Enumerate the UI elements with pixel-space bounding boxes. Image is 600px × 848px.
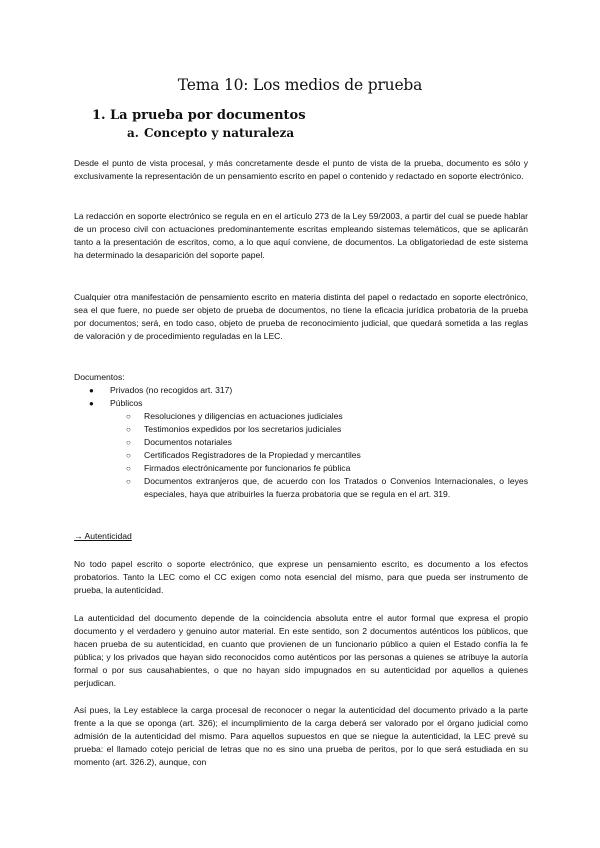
- hollow-bullet-icon: ○: [126, 425, 131, 434]
- filled-bullet-icon: ●: [89, 386, 94, 395]
- list-item-publicos: [74, 397, 528, 410]
- list-item: [110, 410, 528, 423]
- paragraph-other-manifestations: Cualquier otra manifestación de pensamiento escrito en materia distinta del papel o redactado en soporte electrónico, sea el que fuere, no puede ser objeto de prueba de documentos, no tiene la eficacia jurídica probatoria de la prueba por documentos; será, en todo caso, objeto de prueba de reconocimiento judicial, que quedará sometida a las reglas de valoración y de procedimiento reguladas en la LEC.: [74, 292, 528, 341]
- documents-list: [74, 384, 528, 410]
- hollow-bullet-icon: ○: [126, 438, 131, 447]
- publicos-items: [74, 410, 528, 501]
- list-item-label: Privados (no recogidos art. 317): [110, 385, 233, 395]
- list-item-text: Firmados electrónicamente por funcionarios fe pública: [144, 463, 351, 473]
- list-item-text: Certificados Registradores de la Propiedad y mercantiles: [144, 450, 361, 460]
- filled-bullet-icon: ●: [89, 399, 94, 408]
- list-item: [110, 436, 528, 449]
- sublist-wrapper: [74, 410, 528, 501]
- list-item: [110, 475, 528, 501]
- documents-label: Documentos:: [74, 372, 125, 382]
- hollow-bullet-icon: ○: [126, 451, 131, 460]
- paragraph-authenticity-requirement: No todo papel escrito o soporte electrónico, que exprese un pensamiento escrito, es documento a los efectos probatorios. Tanto la LEC como el CC exigen como nota esencial del mismo, para que pueda ser instrumento de prueba, la autenticidad.: [74, 559, 528, 595]
- subsection-number: a.: [127, 126, 139, 140]
- section-heading: [92, 108, 306, 123]
- list-item-label: Públicos: [110, 398, 143, 408]
- paragraph-electronic-support: La redacción en soporte electrónico se regula en en el artículo 273 de la Ley 59/2003, a partir del cual se puede hablar de un proceso civil con actuaciones predominantemente escritas empleando sistemas telemáticos, que se aplicarán tanto a la presentación de escritos, como, a lo que aquí conviene, de documentos. La obligatoriedad de este sistema ha determinado la desaparición del soporte papel.: [74, 211, 528, 260]
- paragraph-burden-of-proof: Así pues, la Ley establece la carga procesal de reconocer o negar la autenticidad del documento privado a la parte frente a la que se oponga (art. 326); el incumplimiento de la carga deberá ser valorado por el órgano judicial como admisión de la autenticidad del mismo. Para aquellos supuestos en que se niegue la autenticidad, la LEC prevé su prueba: el llamado cotejo pericial de letras que no es sino una prueba de peritos, por lo que será estudiada en su momento (art. 326.2), aunque, con: [74, 705, 528, 767]
- list-item: [110, 423, 528, 436]
- autenticidad-heading: → Autenticidad: [74, 531, 132, 541]
- subsection-heading: [127, 126, 294, 140]
- hollow-bullet-icon: ○: [126, 412, 131, 421]
- list-item-text: Resoluciones y diligencias en actuaciones judiciales: [144, 411, 343, 421]
- paragraph-definition: Desde el punto de vista procesal, y más concretamente desde el punto de vista de la prueba, documento es sólo y exclusivamente la representación de un pensamiento escrito en papel o contenido y redactado en soporte electrónico.: [74, 158, 528, 181]
- list-item-text: Documentos extranjeros que, de acuerdo con los Tratados o Convenios Internacionales, o leyes especiales, haya que atribuirles la fuerza probatoria que se regula en el art. 319.: [144, 476, 528, 499]
- list-item: [110, 449, 528, 462]
- list-item: [110, 462, 528, 475]
- hollow-bullet-icon: ○: [126, 477, 131, 486]
- page-title: Tema 10: Los medios de prueba: [177, 76, 423, 94]
- paragraph-authenticity-definition: La autenticidad del documento depende de la coincidencia absoluta entre el autor formal que expresa el propio documento y el verdadero y genuino autor material. En este sentido, son 2 documentos auténticos los públicos, que hacen prueba de su autenticidad, en cuanto que provienen de un funcionario público a quien el Estado confía la fe pública; y los privados que hayan sido reconocidos como auténticos por las personas a quienes se atribuye la autoría formal o por sus causahabientes, o que no hayan sido impugnados en su autenticidad por aquellos a quienes perjudican.: [74, 613, 528, 688]
- publicos-sublist: [74, 410, 528, 501]
- subsection-label: Concepto y naturaleza: [144, 126, 295, 140]
- section-label: La prueba por documentos: [110, 108, 306, 123]
- section-number: 1.: [92, 108, 106, 123]
- hollow-bullet-icon: ○: [126, 464, 131, 473]
- list-item-text: Testimonios expedidos por los secretarios judiciales: [144, 424, 342, 434]
- list-item-privados: [74, 384, 528, 397]
- list-item-text: Documentos notariales: [144, 437, 232, 447]
